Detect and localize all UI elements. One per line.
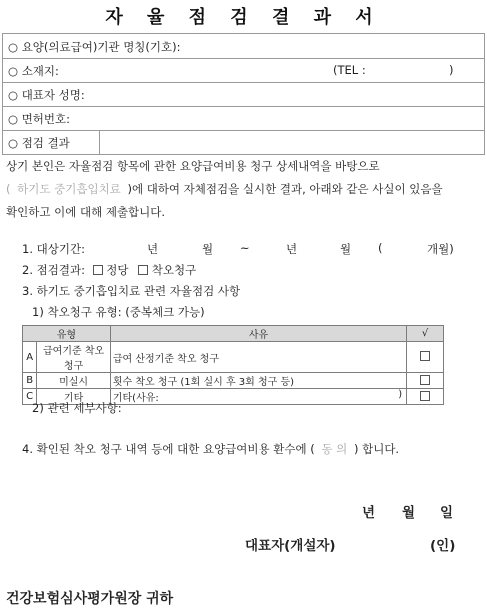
intro-open-paren: ( xyxy=(6,182,11,196)
row-reason-text: 기타(사유: xyxy=(112,393,159,404)
row-checkbox[interactable] xyxy=(420,375,430,385)
details-subheading: 2) 관련 세부사항: xyxy=(32,401,122,415)
row-reason-text: 급여 산정기준 착오 청구 xyxy=(112,353,219,365)
error-type-table xyxy=(22,325,444,405)
header-reason: 사유 xyxy=(110,326,406,342)
period-label: 1. 대상기간: xyxy=(22,242,85,256)
date-month: 월 xyxy=(402,505,416,521)
agree-placeholder: 동 의 xyxy=(321,442,348,456)
institution-name-row xyxy=(3,34,484,59)
row-reason-close: ) xyxy=(398,389,403,400)
row-code: C xyxy=(23,389,37,405)
table-row xyxy=(23,342,444,373)
institution-info-box xyxy=(2,33,485,155)
months-unit: 개월) xyxy=(427,242,454,256)
license-label: ○ 면허번호: xyxy=(8,112,70,126)
row-type: 급여기준 착오청구 xyxy=(37,342,111,373)
row-type: 기타 xyxy=(37,389,111,405)
period-year-2: 년 xyxy=(286,242,298,256)
table-row xyxy=(23,373,444,389)
intro-line-3: 확인하고 이에 대해 제출합니다. xyxy=(6,205,166,219)
result-label-2 xyxy=(22,262,196,278)
result-row xyxy=(3,130,484,154)
row-check-cell xyxy=(407,373,444,389)
row-check-cell xyxy=(407,389,444,405)
row-type: 미실시 xyxy=(37,373,111,389)
months-open: ( xyxy=(378,241,383,255)
intro-line-2 xyxy=(6,181,443,197)
period-month: 월 xyxy=(202,242,214,256)
date-day: 일 xyxy=(440,505,454,521)
result-label: ○ 점검 결과 xyxy=(8,136,70,150)
check-result-label: 2. 점검결과: xyxy=(22,263,85,277)
item-4 xyxy=(22,441,399,457)
tel-close: ) xyxy=(449,63,454,77)
item-4-text: 4. 확인된 착오 청구 내역 등에 대한 요양급여비용 환수에 ( xyxy=(22,442,315,456)
item-4-end: ) 합니다. xyxy=(353,442,400,456)
period-year: 년 xyxy=(147,242,159,256)
table-header-row xyxy=(23,326,444,342)
intro-placeholder: 하기도 중기흡입치료 xyxy=(17,182,121,196)
period-month-2: 월 xyxy=(340,242,352,256)
header-type: 유형 xyxy=(23,326,111,342)
document-title: 자 율 점 검 결 과 서 xyxy=(105,7,382,28)
institution-name-label: ○ 요양(의료급여)기관 명칭(기호): xyxy=(8,40,181,54)
error-checkbox[interactable] xyxy=(138,265,148,275)
row-code: A xyxy=(23,342,37,373)
row-reason xyxy=(110,342,406,373)
representative-row xyxy=(3,82,484,107)
row-reason xyxy=(110,373,406,389)
license-row xyxy=(3,106,484,131)
date-year: 년 xyxy=(362,505,376,521)
addressee: 건강보험심사평가원장 귀하 xyxy=(6,591,174,607)
row-code: B xyxy=(23,373,37,389)
representative-label: ○ 대표자 성명: xyxy=(8,88,85,102)
address-row xyxy=(3,58,484,83)
row-checkbox[interactable] xyxy=(420,351,430,361)
seal-mark: (인) xyxy=(430,538,456,554)
row-reason xyxy=(110,389,406,405)
valid-checkbox[interactable] xyxy=(93,265,103,275)
row-reason-text: 횟수 착오 청구 (1회 실시 후 3회 청구 등) xyxy=(112,377,295,388)
valid-option-label: 정당 xyxy=(106,263,129,277)
row-check-cell xyxy=(407,342,444,373)
section-3-heading: 3. 하기도 중기흡입치료 관련 자율점검 사항 xyxy=(22,284,241,298)
tel-label: (TEL : xyxy=(333,63,366,77)
error-type-subheading: 1) 착오청구 유형: (중복체크 가능) xyxy=(32,305,205,319)
address-label: ○ 소재지: xyxy=(8,64,59,78)
intro-line-2-rest: )에 대하여 자체점검을 실시한 결과, 아래와 같은 사실이 있음을 xyxy=(127,182,443,196)
row-checkbox[interactable] xyxy=(420,391,430,401)
error-option-label: 착오청구 xyxy=(151,263,197,277)
representative-signature: 대표자(개설자) xyxy=(245,538,336,554)
result-divider xyxy=(99,130,100,154)
intro-line-1: 상기 본인은 자율점검 항목에 관한 요양급여비용 청구 상세내역을 바탕으로 xyxy=(6,159,380,173)
header-check: √ xyxy=(407,326,444,342)
period-tilde: ~ xyxy=(240,241,250,255)
